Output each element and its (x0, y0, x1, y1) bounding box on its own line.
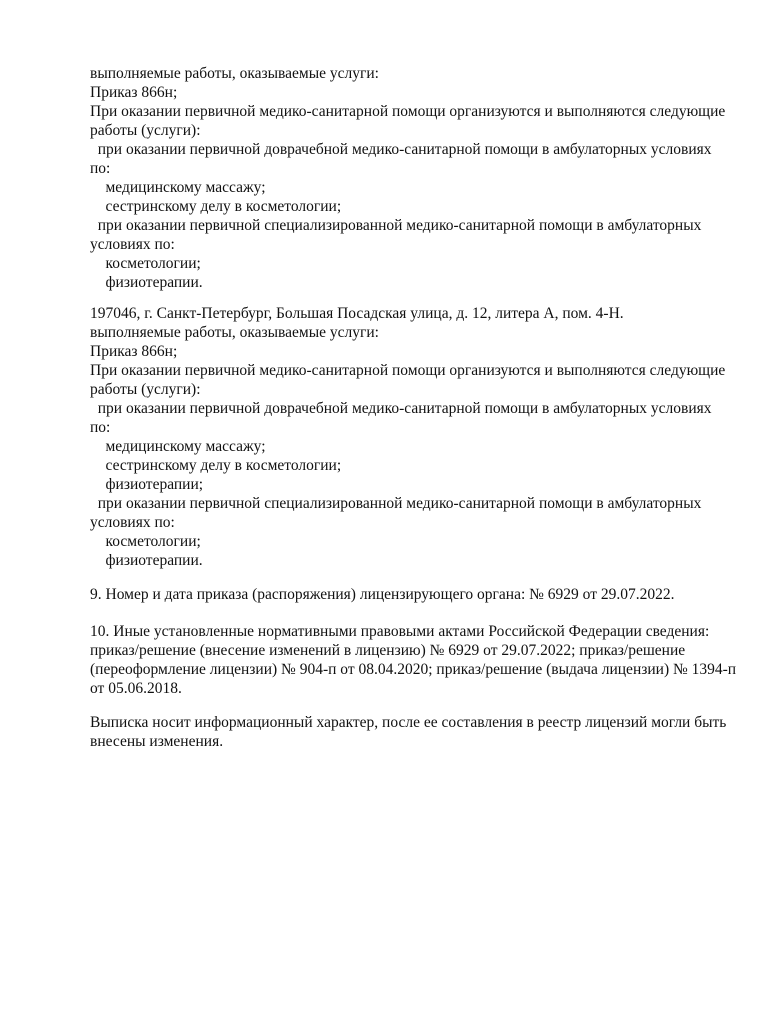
doc-line: Приказ 866н; (90, 84, 178, 101)
doc-line: медицинскому массажу; (90, 179, 266, 196)
paragraph-item-9 (90, 585, 730, 604)
doc-line: работы (услуги): (90, 381, 201, 398)
doc-line: физиотерапии. (90, 274, 203, 291)
doc-line: косметологии; (90, 533, 201, 550)
doc-line: физиотерапии; (90, 476, 204, 493)
address-line: 197046, г. Санкт-Петербург, Большая Посадская улица, д. 12, литера А, пом. 4-Н. (90, 305, 624, 322)
doc-line: 10. Иные установленные нормативными правовыми актами Российской Федерации сведения: (90, 623, 710, 640)
doc-line: медицинскому массажу; (90, 438, 266, 455)
paragraph-works-services-1 (90, 64, 730, 292)
doc-line: сестринскому делу в косметологии; (90, 457, 342, 474)
doc-line: условиях по: (90, 236, 175, 253)
doc-line: При оказании первичной медико-санитарной помощи организуются и выполняются следующие (90, 362, 726, 379)
doc-line: Приказ 866н; (90, 343, 178, 360)
paragraph-works-services-2 (90, 304, 730, 570)
paragraph-item-10 (90, 622, 737, 698)
doc-line: при оказании первичной специализированной медико-санитарной помощи в амбулаторных (90, 217, 702, 234)
doc-line: выполняемые работы, оказываемые услуги: (90, 324, 379, 341)
doc-line: от 05.06.2018. (90, 680, 182, 697)
doc-line: работы (услуги): (90, 122, 201, 139)
doc-line: При оказании первичной медико-санитарной помощи организуются и выполняются следующие (90, 103, 726, 120)
doc-line: Выписка носит информационный характер, после ее составления в реестр лицензий могли быть (90, 714, 727, 731)
doc-line: физиотерапии. (90, 552, 203, 569)
doc-line: условиях по: (90, 514, 175, 531)
doc-line: 9. Номер и дата приказа (распоряжения) лицензирующего органа: № 6929 от 29.07.2022. (90, 586, 675, 603)
doc-line: при оказании первичной доврачебной медико-санитарной помощи в амбулаторных условиях (90, 141, 712, 158)
doc-line: приказ/решение (внесение изменений в лицензию) № 6929 от 29.07.2022; приказ/решение (90, 642, 686, 659)
doc-line: косметологии; (90, 255, 201, 272)
doc-line: выполняемые работы, оказываемые услуги: (90, 65, 379, 82)
doc-line: при оказании первичной специализированной медико-санитарной помощи в амбулаторных (90, 495, 702, 512)
paragraph-informational-note (90, 713, 730, 751)
doc-line: при оказании первичной доврачебной медико-санитарной помощи в амбулаторных условиях (90, 400, 712, 417)
doc-line: внесены изменения. (90, 733, 224, 750)
doc-line: по: (90, 160, 111, 177)
doc-line: по: (90, 419, 111, 436)
doc-line: сестринскому делу в косметологии; (90, 198, 342, 215)
doc-line: (переоформление лицензии) № 904-п от 08.04.2020; приказ/решение (выдача лицензии) № 1394-п (90, 661, 737, 678)
